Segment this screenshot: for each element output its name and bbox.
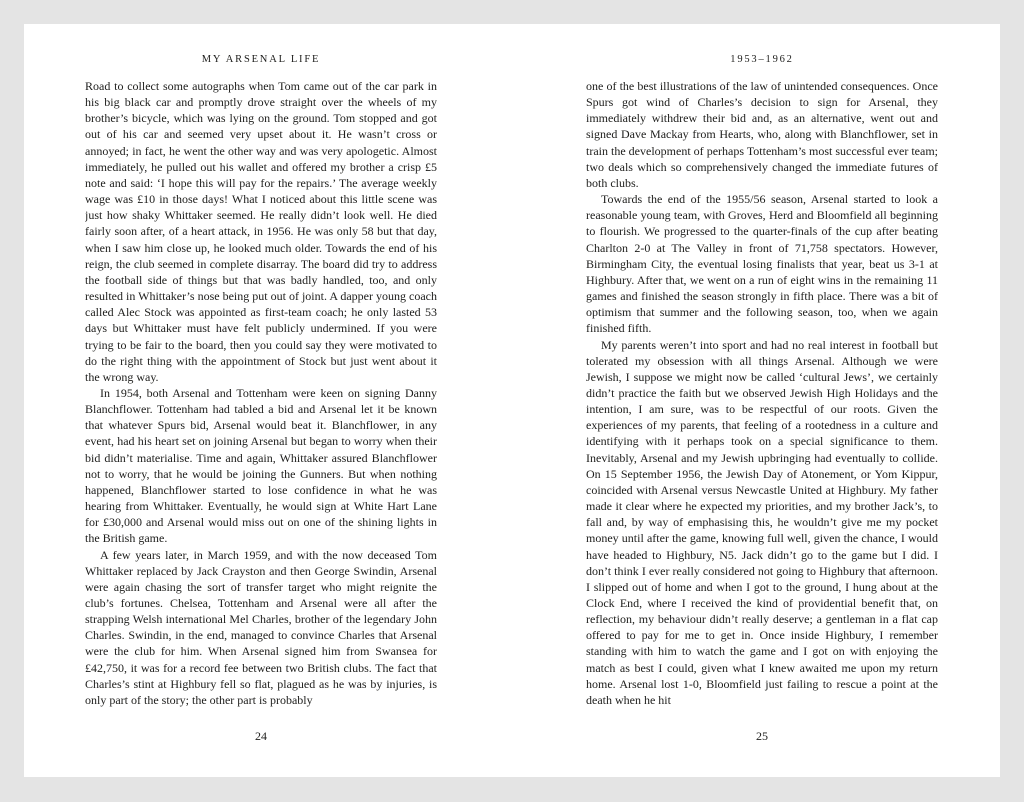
page-number-left: 24 xyxy=(255,729,267,743)
paragraph: Road to collect some autographs when Tom came out of the car park in his big black car and promptly drove straight over the wheels of my brother’s bicycle, which was lying on the ground. Tom stopped and got out of his car and seemed very upset about it. He wasn’t cross or annoyed; in fact, he went the other way and was very apologetic. Almost immediately, he pulled out his wallet and offered my brother a crisp £5 note and said: ‘I hope this will pay for the repairs.’ The average weekly wage was £10 in those days! What I noticed about this little scene was just how shaky Whittaker seemed. He really didn’t look well. He died fairly soon after, of a heart attack, in 1956. He was only 58 but that day, when I saw him close up, he looked much older. Towards the end of his reign, the club seemed in complete disarray. The board did try to address the football side of things but that was badly handled, too, and only resulted in Whittaker’s nose being put out of joint. A dapper young coach called Alec Stock was appointed as first-team coach; he only lasted 53 days but Whittaker must have felt publicly undermined. If you were trying to be fair to the board, then you could say they were motivated to do the right thing with the appointment of Stock but just went about it the wrong way. xyxy=(85,79,437,384)
paragraph: Towards the end of the 1955/56 season, Arsenal started to look a reasonable young team, with Groves, Herd and Bloomfield all beginning to flourish. We progressed to the quarter-finals of the cup after beating Charlton 2-0 at The Valley in front of 71,758 spectators. However, Birmingham City, the eventual losing finalists that year, beat us 3-1 at Highbury. After that, we went on a run of eight wins in the remaining 11 games and finished the season strongly in fifth place. There was a bit of optimism that summer and the following season, too, when we again finished fifth. xyxy=(586,192,938,336)
book-spread xyxy=(24,24,1000,777)
page-number-right: 25 xyxy=(756,729,768,743)
page-right xyxy=(512,24,1000,777)
paragraph: In 1954, both Arsenal and Tottenham were keen on signing Danny Blanchflower. Tottenham had tabled a bid and Arsenal let it be known that whatever Spurs bid, Arsenal would beat it. Blanchflower, in any event, had his heart set on joining Arsenal but began to worry when their bid didn’t materialise. Time and again, Whittaker assured Blanchflower not to worry, that he would be joining the Gunners. But when nothing happened, Blanchflower started to lose confidence in what he was hearing from Whittaker. Eventually, he would sign at White Hart Lane for £30,000 and Arsenal would miss out on one of the shining lights in the British game. xyxy=(85,385,437,546)
running-header-left: MY ARSENAL LIFE xyxy=(201,54,321,65)
paragraph: My parents weren’t into sport and had no real interest in football but tolerated my obsession with all things Arsenal. Although we were Jewish, I suppose we might now be called ‘cultural Jews’, we certainly didn’t practice the faith but we observed Jewish High Holidays and the intention, I am sure, was to be respectful of our roots. Given the experiences of my parents, that feeling of a rootedness in a culture and identifying with it perhaps took on a special significance to them. Inevitably, Arsenal and my Jewish upbringing had eventually to collide. On 15 September 1956, the Jewish Day of Atonement, or Yom Kippur, coincided with Arsenal versus Newcastle United at Highbury. My father made it clear where he expected my priorities, and my brother Jack’s, to fall and, by way of emphasising this, he wouldn’t give me my pocket money until after the game, knowing full well, given the chance, I would have headed to Highbury, N5. Jack didn’t go to the game but I did. I don’t think I ever really considered not going to Highbury that afternoon. I slipped out of home and when I got to the ground, I hung about at the Clock End, where I received the kind of providential benefit that, on reflection, my behaviour didn’t really deserve; a gentleman in a flat cap offered to pay for me to get in. Once inside Highbury, I remember standing with him to watch the game and I got on with enjoying the match as best I could, given what I knew awaited me upon my return home. Arsenal lost 1-0, Bloomfield just failing to rescue a point at the death when he hit xyxy=(586,337,938,707)
page-text-right xyxy=(586,78,938,728)
page-left xyxy=(24,24,512,777)
paragraph: A few years later, in March 1959, and with the now deceased Tom Whittaker replaced by Jack Crayston and then George Swindin, Arsenal were again chasing the sort of transfer target who might reignite the club’s fortunes. Chelsea, Tottenham and Arsenal were all after the strapping Welsh international Mel Charles, brother of the legendary John Charles. Swindin, in the end, managed to convince Charles that Arsenal were the club for him. When Arsenal signed him from Swansea for £42,750, it was for a record fee between two British clubs. The fact that Charles’s stint at Highbury fell so flat, plagued as he was by injuries, is only part of the story; the other part is probably xyxy=(85,547,437,707)
paragraph: one of the best illustrations of the law of unintended consequences. Once Spurs got wind of Charles’s decision to sign for Arsenal, they immediately withdrew their bid and, as an alternative, went out and signed Dave Mackay from Hearts, who, along with Blanchflower, set in train the development of perhaps Tottenham’s most successful ever team; two deals which so comprehensively changed the immediate futures of both clubs. xyxy=(586,79,938,190)
running-header-right: 1953–1962 xyxy=(730,54,794,65)
page-text-left xyxy=(85,78,437,728)
